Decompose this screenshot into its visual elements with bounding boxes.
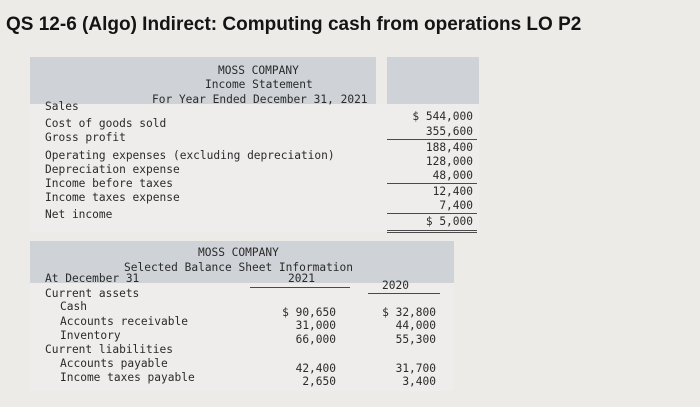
is-row-label: Gross profit (45, 131, 126, 144)
bs-year-rule (250, 287, 350, 288)
bs-row-label: Accounts payable (60, 357, 168, 370)
is-company-name: MOSS COMPANY (218, 64, 299, 77)
is-row-value: 7,400 (439, 199, 473, 212)
bs-row-label: Accounts receivable (60, 315, 188, 328)
is-row-label: Sales (45, 100, 79, 113)
bs-value-2020: 44,000 (395, 319, 436, 332)
page-title: QS 12-6 (Algo) Indirect: Computing cash from operations LO P2 (6, 14, 582, 35)
is-row-value: $ 544,000 (412, 110, 473, 123)
bs-value-2020: 31,700 (395, 362, 436, 375)
bs-section-label: Current liabilities (45, 343, 173, 356)
bs-value-2021: 31,000 (295, 319, 336, 332)
bs-statement-title: Selected Balance Sheet Information (124, 261, 354, 274)
is-rule (387, 213, 477, 214)
bs-value-2020: $ 32,800 (382, 306, 436, 319)
is-row-label: Income taxes expense (45, 191, 180, 204)
bs-value-2021: 66,000 (295, 333, 336, 346)
is-rule (387, 139, 477, 140)
is-row-label: Income before taxes (45, 177, 173, 190)
is-row-label: Cost of goods sold (45, 117, 167, 130)
bs-value-2020: 3,400 (402, 375, 436, 388)
bs-year-rule (368, 293, 440, 294)
is-row-label: Operating expenses (excluding depreciation) (45, 149, 335, 162)
is-row-value: 188,400 (425, 141, 473, 154)
bs-row-label: Income taxes payable (60, 371, 195, 384)
bs-value-2021: $ 90,650 (282, 306, 336, 319)
is-row-label: Net income (45, 208, 113, 221)
bs-year-2020: 2020 (382, 279, 409, 292)
is-statement-title: Income Statement (205, 78, 313, 91)
is-period: For Year Ended December 31, 2021 (152, 93, 368, 106)
is-row-value: 128,000 (425, 155, 473, 168)
bs-company-name: MOSS COMPANY (198, 246, 279, 259)
income-statement-header-right (387, 57, 479, 104)
is-rule (387, 183, 477, 184)
is-row-label: Depreciation expense (45, 163, 180, 176)
bs-value-2021: 42,400 (295, 362, 336, 375)
bs-value-2020: 55,300 (395, 333, 436, 346)
is-row-value: 48,000 (432, 169, 473, 182)
bs-row-label: Inventory (60, 329, 121, 342)
is-row-value: 355,600 (425, 125, 473, 138)
bs-row-label: Cash (60, 300, 87, 313)
bs-section-label: Current assets (45, 287, 140, 300)
is-double-rule (387, 232, 477, 233)
bs-year-2021: 2021 (288, 272, 315, 285)
is-row-value: $ 5,000 (425, 215, 473, 228)
bs-at-label: At December 31 (45, 272, 140, 285)
is-double-rule (387, 230, 477, 231)
is-row-value: 12,400 (432, 185, 473, 198)
bs-value-2021: 2,650 (302, 375, 336, 388)
